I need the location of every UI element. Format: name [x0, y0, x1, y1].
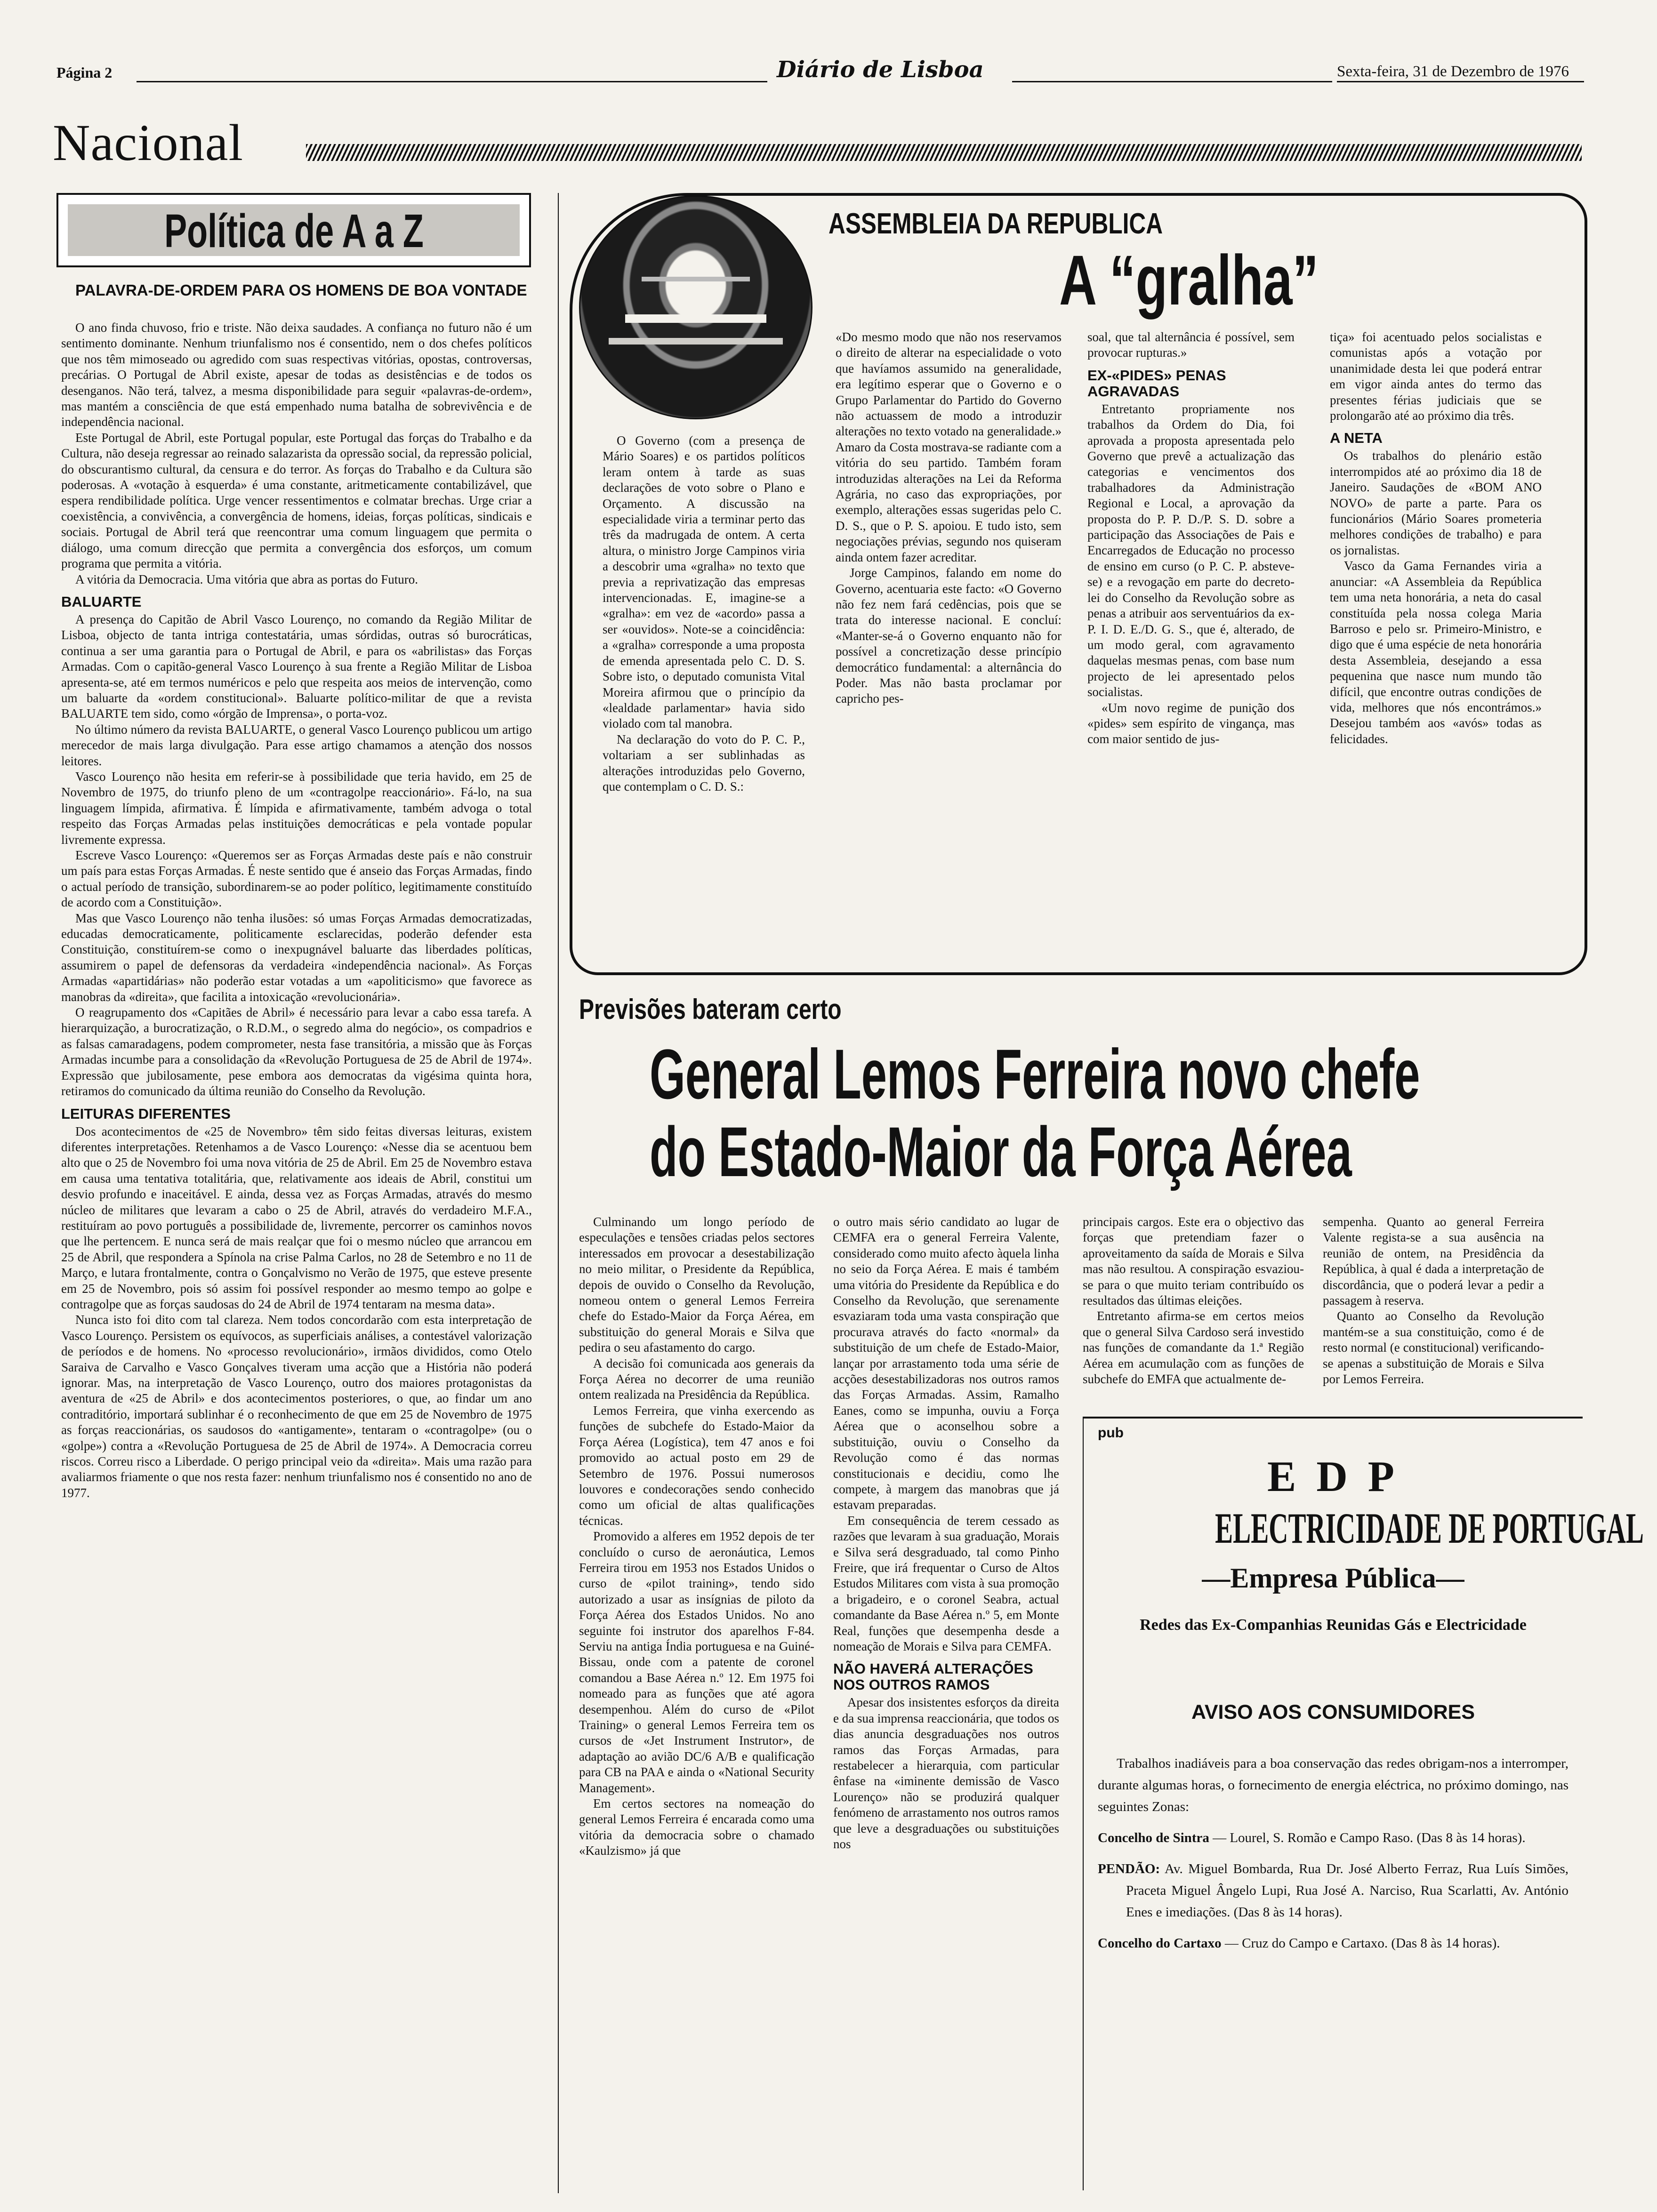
paragraph: O Governo (com a presença de Mário Soares) e os partidos políticos leram ontem à tarde as suas declarações de voto sobre o Plano e Orçamento. A discussão na especialidade viria a terminar perto das três da madrugada de ontem. A certa altura, o ministro Jorge Campinos viria a descobrir uma «gralha» no texto que previa a reprivatização das empresas intervencionadas. E, imagine-se a «gralha»: em vez de «acordo» passa a ser «ouvidos». Note-se a coincidência: a «gralha» corresponde a uma proposta de emenda apresentada pelo C. D. S. Sobre isto, o deputado comunista Vital Moreira afirmou que o princípio da «lealdade parlamentar» havia sido violado com tal manobra.: [603, 433, 805, 731]
subheading-nao-havera: NÃO HAVERÁ ALTERAÇÕES NOS OUTROS RAMOS: [833, 1660, 1033, 1693]
paragraph: No último número da revista BALUARTE, o general Vasco Lourenço publicou um artigo merecedor de mais larga divulgação. Para esse artigo chamamos a atenção dos nossos leitores.: [61, 722, 532, 768]
paragraph: Apesar dos insistentes esforços da direita e da sua imprensa reaccionária, que todos os dias anuncia desgraduações nos outros ramos das Forças Armadas, para restabelecer a hierarquia, com particular ênfase na «iminente demissão de Vasco Lourenço» não se produzirá qualquer fenómeno de arrastamento nos outros ramos que leve a desgraduações ou substituições nos: [833, 1695, 1059, 1851]
paragraph: A presença do Capitão de Abril Vasco Lourenço, no comando da Região Militar de Lisboa, objecto de tanta intriga contestatária, umas sórdidas, outras só burocráticas, continua a ser uma garantia para o Portugal de Abril, e para os «abrilistas» das Forças Armadas. Com o capitão-general Vasco Lourenço à sua frente a Região Militar de Lisboa apresenta-se, até em termos numéricos e pelo que respeita aos meios de intervenção, como um baluarte da «ordem constitucional». Baluarte político-militar de que a revista BALUARTE tem sido, como «órgão de Imprensa», o porta-voz.: [61, 612, 532, 721]
paragraph: Escreve Vasco Lourenço: «Queremos ser as Forças Armadas deste país e não construir um país para estas Forças Armadas. É neste sentido que é anseio das Forças Armadas, findo o actual período de transição, subordinarem-se ao poder político, legitimamente constituído de acordo com a Constituição».: [61, 848, 532, 910]
section-title: Nacional: [53, 114, 244, 171]
paragraph: o outro mais sério candidato ao lugar de CEMFA era o general Ferreira Valente, considerado como muito afecto àquela linha no seio da Força Aérea. E mais é também uma vitória do Presidente da República e do Conselho da Revolução, que serenamente esvaziaram toda uma vasta conspiração que procurava através do facto «normal» da substituição de um chefe de Estado-Maior, lançar por arrastamento toda uma série de acções desestabilizadoras nos outros ramos das Forças Armadas. Assim, Ramalho Eanes, como se impunha, ouviu a Força Aérea que o aconselhou sobre a substituição, ouviu o Conselho da Revolução como é das normas constitucionais e decidiu, como lhe compete, à margem das manobras que já estavam preparadas.: [833, 1215, 1059, 1512]
subheading-baluarte: BALUARTE: [61, 593, 142, 610]
paragraph: A decisão foi comunicada aos generais da Força Aérea no decorrer de uma reunião ontem realizada na Presidência da República.: [579, 1356, 814, 1402]
paragraph: Dos acontecimentos de «25 de Novembro» têm sido feitas diversas leituras, existem diferentes interpretações. Retenhamos a de Vasco Lourenço: «Nesse dia se acentuou bem alto que o 25 de Novembro foi uma nova vitória de 25 de Abril. Em 25 de Novembro estava em causa uma tentativa totalitária, que, relativamente aos ideais de Abril, constitui um desvio profundo e inaceitável. E ainda, dessa vez as Forças Armadas, através do mesmo núcleo de militares que levaram a cabo o 25 de Abril, através do verdadeiro M.F.A., restituíram ao povo português a possibilidade de, livremente, percorrer os caminhos novos que lhe pertencem. E nunca será de mais realçar que foi o mesmo núcleo que arrancou em 25 de Abril, que respondera a Spínola na crise Palma Carlos, no 28 de Setembro e no 11 de Março, e lutara frontalmente, contra o Gonçalvismo no Verão de 1975, que esteve presente em 25 de Novembro, pois só assim foi possível responder ao mesmo tempo ao golpe e contragolpe que as forças saudosas do 24 de Abril de 1974 tentaram na mesma data».: [61, 1124, 532, 1311]
paragraph: Promovido a alferes em 1952 depois de ter concluído o curso de aeronáutica, Lemos Ferreira tirou em 1953 nos Estados Unidos o curso de «pilot training», tendo sido autorizado a usar as insígnias de piloto da Força Aérea dos Estados Unidos. No ano seguinte foi instrutor dos aparelhos F-84. Serviu na antiga Índia portuguesa e na Guiné-Bissau, onde com a patente de coronel comandou a Base Aérea n.º 12. Em 1975 foi nomeado para as funções que até agora desempenhou. Além do curso de «Pilot Training» o general Lemos Ferreira tem os cursos de «Jet Instrument Instrutor», de adaptação ao avião DC/6 A/B e qualificação para CB na PAA e ainda o «National Security Management».: [579, 1529, 814, 1795]
ad-subtitle: Redes das Ex-Companhias Reunidas Gás e Electricidade: [1140, 1616, 1527, 1634]
lemos-kicker: Previsões bateram certo: [579, 994, 842, 1025]
paragraph: Este Portugal de Abril, este Portugal popular, este Portugal das forças do Trabalho e da Cultura, não deseja regressar ao reinado salazarista da opressão social, da repressão policial, do obscurantismo cultural, da censura e do terror. As forças do Trabalho e da Cultura são poderosas. A «votação à esquerda» é uma constante, aritmeticamente contabilizável, que espera rendibilidade política. Urge vencer ressentimentos e colmatar brechas. Urge criar a coexistência, a convivência, a convergência de homens, ideias, forças políticas, sindicais e sociais. Portugal de Abril terá que reencontrar uma comum linguagem que permita o diálogo, uma comum direcção que permita a convergência dos esforços, um comum programa que permita a vitória.: [61, 430, 532, 571]
lemos-col4: [1323, 1214, 1544, 1387]
paragraph: Mas que Vasco Lourenço não tenha ilusões: só umas Forças Armadas democratizadas, educadas democraticamente, politicamente esclarecidas, poderão defender esta Constituição, constituírem-se como o inexpugnável baluarte das liberdades políticas, assumirem o papel de defensoras da verdadeira «independência nacional». As Forças Armadas «apartidárias» não poderão estar votadas a um «apoliticismo» que favorece as manobras da «direita», que facilita a intoxicação «revolucionária».: [61, 911, 532, 1004]
paragraph: sempenha. Quanto ao general Ferreira Valente regista-se a sua ausência na reunião de ontem, na Presidência da República, à qual é dada a interpretação de discordância, que o poderá levar a pedir a passagem à reserva.: [1323, 1215, 1544, 1308]
masthead: [56, 56, 1586, 89]
politica-body: [61, 320, 532, 1501]
ad-zone-cartaxo: Concelho do Cartaxo — Cruz do Campo e Cartaxo. (Das 8 às 14 horas).: [1098, 1936, 1500, 1951]
paragraph: Culminando um longo período de especulações e tensões criadas pelos sectores interessados em provocar a desestabilização no meio militar, o Presidente da República, depois de ouvido o Conselho da Revolução, nomeou ontem o general Lemos Ferreira chefe do Estado-Maior da Força Aérea, em substituição do general Morais e Silva que pedira o seu afastamento do cargo.: [579, 1215, 814, 1355]
ad-zone-pendao: PENDÃO: Av. Miguel Bombarda, Rua Dr. José Alberto Ferraz, Rua Luís Simões, Praceta Miguel Ângelo Lupi, Rua José A. Narciso, Rua Scarlatti, Av. António Enes e imediações. (Das 8 às 14 horas).: [1098, 1861, 1569, 1920]
assembleia-col4: [1330, 329, 1542, 747]
subheading-ex-pides: EX-«PIDES» PENAS AGRAVADAS: [1087, 367, 1226, 400]
ad-company-type: —Empresa Pública—: [1202, 1563, 1464, 1594]
paragraph: «Um novo regime de punição dos «pides» sem espírito de vingança, mas com maior sentido de jus-: [1087, 700, 1295, 746]
assembleia-headline: A “gralha”: [1059, 240, 1319, 320]
page-number: Página 2: [56, 64, 113, 81]
paragraph: Na declaração do voto do P. C. P., voltariam a ser sublinhadas as alterações introduzidas pelo Governo, que contemplam o C. D. S.:: [603, 732, 805, 793]
paragraph: Jorge Campinos, falando em nome do Governo, acentuaria este facto: «O Governo não fez nem fará cedências, pois que se trata do interesse nacional. E concluí: «Manter-se-á o Governo enquanto não for possível a concretização desse princípio democrático fundamental: a alternância do Poder. Mas não basta proclamar por capricho pes-: [836, 566, 1062, 706]
paragraph: Quanto ao Conselho da Revolução mantém-se a sua constituição, como é de resto normal (e constitucional) verificando-se apenas a substituição de Morais e Silva por Lemos Ferreira.: [1323, 1309, 1544, 1387]
subheading-a-neta: A NETA: [1330, 430, 1383, 447]
paragraph: principais cargos. Este era o objectivo das forças que pretendiam fazer o aproveitamento da saída de Morais e Silva mas não resultou. A conspiração esvaziou-se para o que muito teriam contribuído os resultados das últimas eleições.: [1083, 1215, 1304, 1308]
politica-banner: Política de A a Z: [164, 205, 424, 257]
ad-label: pub: [1098, 1425, 1124, 1441]
paragraph: O ano finda chuvoso, frio e triste. Não deixa saudades. A confiança no futuro não é um sentimento dominante. Nenhum triunfalismo nos é consentido, nem o dos chefes políticos que nos têm mimoseado ou agredido com suas respectivas vitórias, opostas, controversas, precárias. O Portugal de Abril existe, apesar de todas as desistências e de todos os desenganos. Não terá, talvez, a mesma disponibilidade para seguir «palavras-de-ordem», mas mantém a consciência de que está empenhado numa batalha de sobrevivência e de independência nacional.: [61, 321, 532, 429]
paragraph: Lemos Ferreira, que vinha exercendo as funções de subchefe do Estado-Maior da Força Aérea (Logística), tem 47 anos e foi promovido ao actual posto em 29 de Setembro de 1976. Possui numerosos louvores e condecorações sendo conhecido como um oficial de altas qualificações técnicas.: [579, 1403, 814, 1528]
paragraph: O reagrupamento dos «Capitães de Abril» é necessário para levar a cabo essa tarefa. A hierarquização, a burocratização, o R.D.M., o segredo alma do negócio», os compadrios e as falsas camaradagens, podem comprometer, nesta fase transitória, a missão que às Forças Armadas incumbe para a consolidação da «Revolução Portuguesa de 25 de Abril de 1974». Expressão que jubilosamente, pese embora aos democratas da vigésima quinta hora, retiramos do comunicado da última reunião do Conselho da Revolução.: [61, 1005, 532, 1098]
paragraph: Em consequência de terem cessado as razões que levaram à sua graduação, Morais e Silva será desgraduado, tal como Pinho Freire, que irá frequentar o Curso de Altos Estudos Militares com vista à sua promoção a brigadeiro, e o coronel Seabra, actual comandante da Base Aérea n.º 5, em Monte Real, funções que desempenha desde a nomeação de Morais e Silva para CEMFA.: [833, 1513, 1059, 1653]
paragraph: Entretanto afirma-se em certos meios que o general Silva Cardoso será investido nas funções de comandante da 1.ª Região Aérea em acumulação com as funções de subchefe do EMFA que actualmente de-: [1083, 1309, 1304, 1387]
politica-banner-box: [56, 193, 531, 267]
ad-body: [1098, 1753, 1569, 1954]
paragraph: tiça» foi acentuado pelos socialistas e comunistas após a votação por unanimidade desta lei que poderá entrar em vigor ainda antes do termo das presentes férias judiciais que se prolongarão até ao próximo dia três.: [1330, 330, 1542, 423]
lemos-col3: [1083, 1214, 1304, 1387]
ad-company: ELECTRICIDADE DE PORTUGAL: [1215, 1504, 1644, 1552]
paragraph: Vasco Lourenço não hesita em referir-se à possibilidade que teria havido, em 25 de Novembro de 1975, do triunfo pleno de um «contragolpe reaccionário». Fá-lo, na sua linguagem límpida, afirmativa. É límpida e afirmativamente, também advoga o total respeito das Forças Armadas pelas instituições democráticas e pela vontade popular livremente expressa.: [61, 769, 532, 847]
paragraph: soal, que tal alternância é possível, sem provocar rupturas.»: [1087, 330, 1295, 360]
section-rule: [306, 144, 1582, 161]
lemos-headline: General Lemos Ferreira novo chefe do Estado-Maior da Força Aérea: [650, 1034, 1420, 1191]
ad-zone-sintra: Concelho de Sintra — Lourel, S. Romão e Campo Raso. (Das 8 às 14 horas).: [1098, 1830, 1526, 1845]
ad-notice: AVISO AOS CONSUMIDORES: [1191, 1701, 1475, 1723]
assembleia-kicker: ASSEMBLEIA DA REPUBLICA: [828, 208, 1163, 240]
assembleia-col3: [1087, 329, 1295, 747]
lemos-col2: [833, 1214, 1059, 1852]
politica-headline: PALAVRA-DE-ORDEM PARA OS HOMENS DE BOA VONTADE: [75, 281, 527, 299]
paragraph: Os trabalhos do plenário estão interrompidos até ao próximo dia 18 de Janeiro. Saudações de «BOM ANO NOVO» de parte a parte. Para os funcionários (Mário Soares prometeria melhores condições de trabalho) e para os jornalistas.: [1330, 449, 1542, 557]
ad-intro: Trabalhos inadiáveis para a boa conservação das redes obrigam-nos a interromper, durante algumas horas, o fornecimento de energia eléctrica, no próximo domingo, nas seguintes Zonas:: [1098, 1756, 1569, 1814]
issue-date: Sexta-feira, 31 de Dezembro de 1976: [1337, 63, 1569, 80]
edp-advertisement: [1083, 1417, 1644, 2190]
assembleia-col2: [836, 329, 1062, 707]
paragraph: Nunca isto foi dito com tal clareza. Nem todos concordarão com esta interpretação de Vasco Lourenço. Persistem os equívocos, as superficiais análises, a contestável valorização de períodos e de homens. No «processo revolucionário», irmãos divididos, como Otelo Saraiva de Carvalho e Vasco Gonçalves tiveram uma acção que a História não poderá ignorar. Mas, na interpretação de Vasco Lourenço, outro dos maiores protagonistas da aventura de «25 de Abril» e dos acontecimentos posteriores, o que, ao findar um ano contraditório, importará sublinhar é o reconhecimento de que em 25 de Novembro de 1975 as forças reaccionárias, os saudosos do «antigamente», tentaram o «contragolpe» (ou o «golpe») contra a «Revolução Portuguesa de 25 de Abril de 1974». A Democracia correu riscos. Correu risco a Liberdade. O perigo principal veio da «direita». Mais uma razão para avaliarmos friamente o que nos resta fazer: nenhum triunfalismo nos é consentido no ano de 1977.: [61, 1313, 532, 1500]
subheading-leituras: LEITURAS DIFERENTES: [61, 1105, 231, 1122]
column-divider: [558, 193, 559, 2193]
ad-brand: E D P: [1267, 1452, 1399, 1500]
assembleia-col1: [603, 433, 805, 794]
paragraph: Vasco da Gama Fernandes viria a anunciar: «A Assembleia da República tem uma neta honorária, a neta do casal constituída pela nossa colega Maria Barroso e pelo sr. Primeiro-Ministro, e digo que é uma espécie de neta honorária desta Assembleia, desejando a essa pequenina que nasce num mundo tão difícil, que encontre outras condições de vida, melhores que nós encontrámos.» Desejou também aos «avós» todas as felicidades.: [1330, 559, 1542, 746]
paragraph: Em certos sectores na nomeação do general Lemos Ferreira é encarada como uma vitória da democracia sobre o chamado «Kaulzismo» já que: [579, 1796, 814, 1858]
paragraph: Entretanto propriamente nos trabalhos da Ordem do Dia, foi aprovada a proposta apresentada pelo Governo que prevê a actualização das categorias e vencimentos dos trabalhadores da Administração Regional e Local, a aprovação da proposta do P. P. D./P. S. D. sobre a participação das Associações de Pais e Encarregados de Educação no processo de ensino em curso (o P. C. P. absteve-se) e a revogação em parte do decreto-lei do Conselho da Revolução sobre as penas a atribuir aos serventuários da ex-P. I. D. E./D. G. S., que é, alterado, de um modo geral, com agravamento daquelas mesmas penas, com base num projecto de lei apresentado pelos socialistas.: [1087, 401, 1295, 699]
paragraph: A vitória da Democracia. Uma vitória que abra as portas do Futuro.: [75, 572, 418, 586]
newspaper-title: Diário de Lisboa: [777, 56, 984, 83]
lemos-col1: [579, 1214, 814, 1859]
paragraph: «Do mesmo modo que não nos reservamos o direito de alterar na especialidade o voto que havíamos assumido na generalidade, era legítimo esperar que o Governo e o Grupo Parlamentar do Partido do Governo não actuassem de modo a introduzir alterações no texto votado na generalidade.» Amaro da Costa mostrava-se radiante com a vitória do seu partido. Também foram introduzidas alterações na Lei da Reforma Agrária, no caso das expropriações, por exemplo, alterações essas sugeridas pelo C. D. S., que o P. S. apoiou. E tudo isto, sem negociações prévias, segundo nos quiseram ainda ontem fazer acreditar.: [836, 330, 1062, 564]
